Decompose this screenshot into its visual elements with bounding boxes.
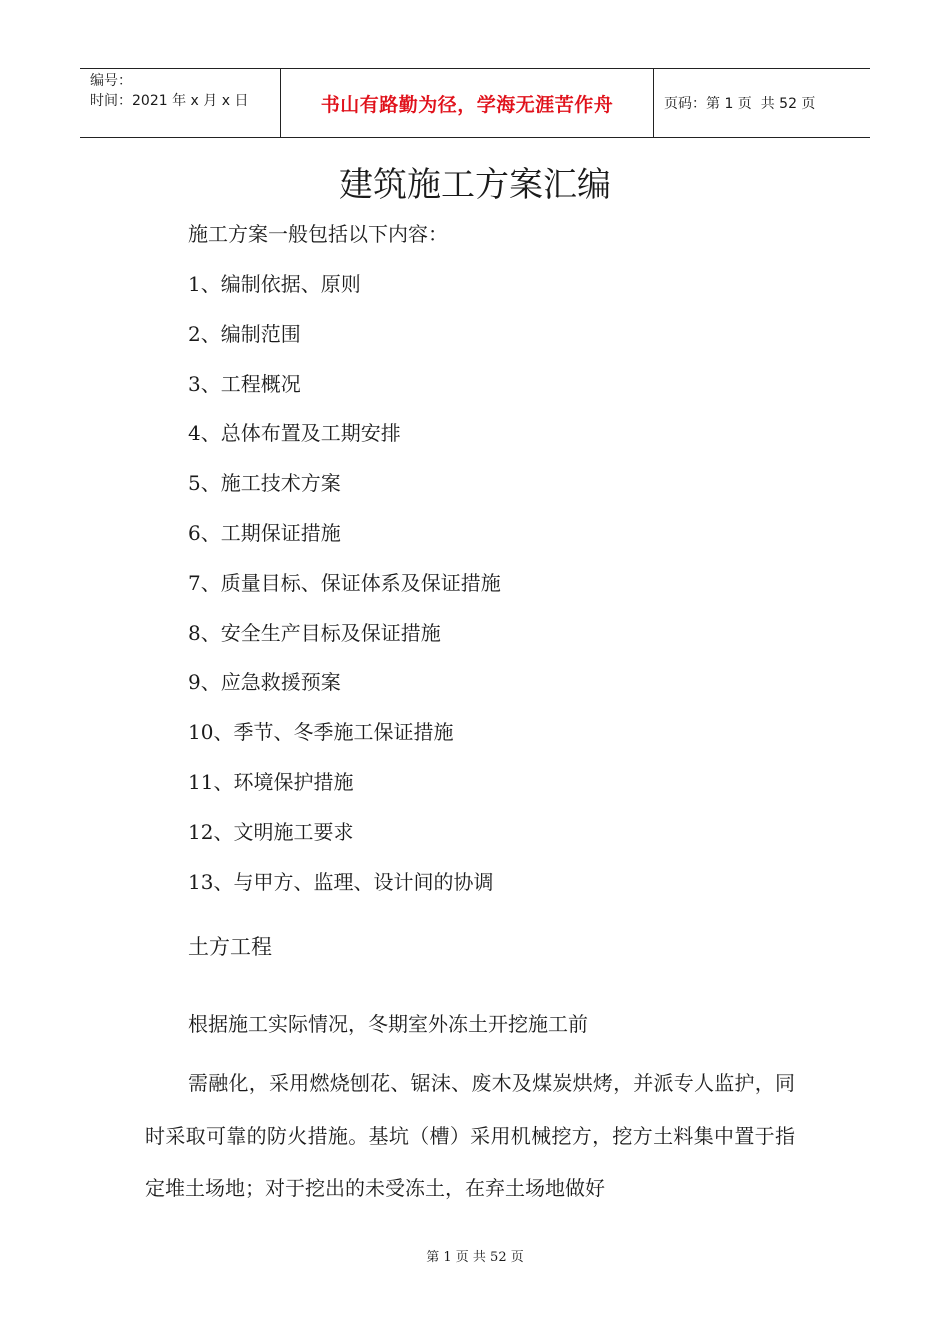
paragraph-first-line: 根据施工实际情况，冬期室外冻土开挖施工前 <box>188 1012 588 1036</box>
contents-list <box>188 270 501 917</box>
document-date-label: 时间：2021 年 x 月 x 日 <box>90 93 249 109</box>
list-item: 1、编制依据、原则 <box>188 272 361 296</box>
list-item: 5、施工技术方案 <box>188 471 341 496</box>
list-item: 9、应急救援预案 <box>188 670 341 695</box>
intro-text: 施工方案一般包括以下内容： <box>188 222 448 246</box>
document-number-label: 编号： <box>90 73 132 89</box>
list-item: 8、安全生产目标及保证措施 <box>188 620 441 645</box>
header-motto <box>281 69 654 137</box>
header-meta <box>80 69 281 137</box>
page-header <box>80 68 870 138</box>
list-item: 11、环境保护措施 <box>188 769 354 794</box>
list-item: 4、总体布置及工期安排 <box>188 421 401 446</box>
paragraph-body: 需融化，采用燃烧刨花、锯沫、废木及煤炭烘烤，并派专人监护，同时采取可靠的防火措施。基坑（槽）采用机械挖方，挖方土料集中置于指定堆土场地；对于挖出的未受冻土，在弃土场地做好 <box>145 1071 795 1200</box>
page-footer: 第 1 页 共 52 页 <box>426 1250 524 1265</box>
list-item: 3、工程概况 <box>188 371 301 396</box>
list-item: 10、季节、冬季施工保证措施 <box>188 720 454 745</box>
list-item: 12、文明施工要求 <box>188 819 354 844</box>
document-title: 建筑施工方案汇编 <box>339 165 611 205</box>
list-item: 7、质量目标、保证体系及保证措施 <box>188 570 501 595</box>
header-page-info <box>654 69 870 137</box>
list-item: 6、工期保证措施 <box>188 520 341 545</box>
list-item: 2、编制范围 <box>188 321 301 346</box>
list-item: 13、与甲方、监理、设计间的协调 <box>188 869 494 894</box>
section-heading: 土方工程 <box>188 935 272 959</box>
header-page-label: 页码：第 1 页 共 52 页 <box>664 96 816 112</box>
motto-text: 书山有路勤为径，学海无涯苦作舟 <box>320 93 614 116</box>
